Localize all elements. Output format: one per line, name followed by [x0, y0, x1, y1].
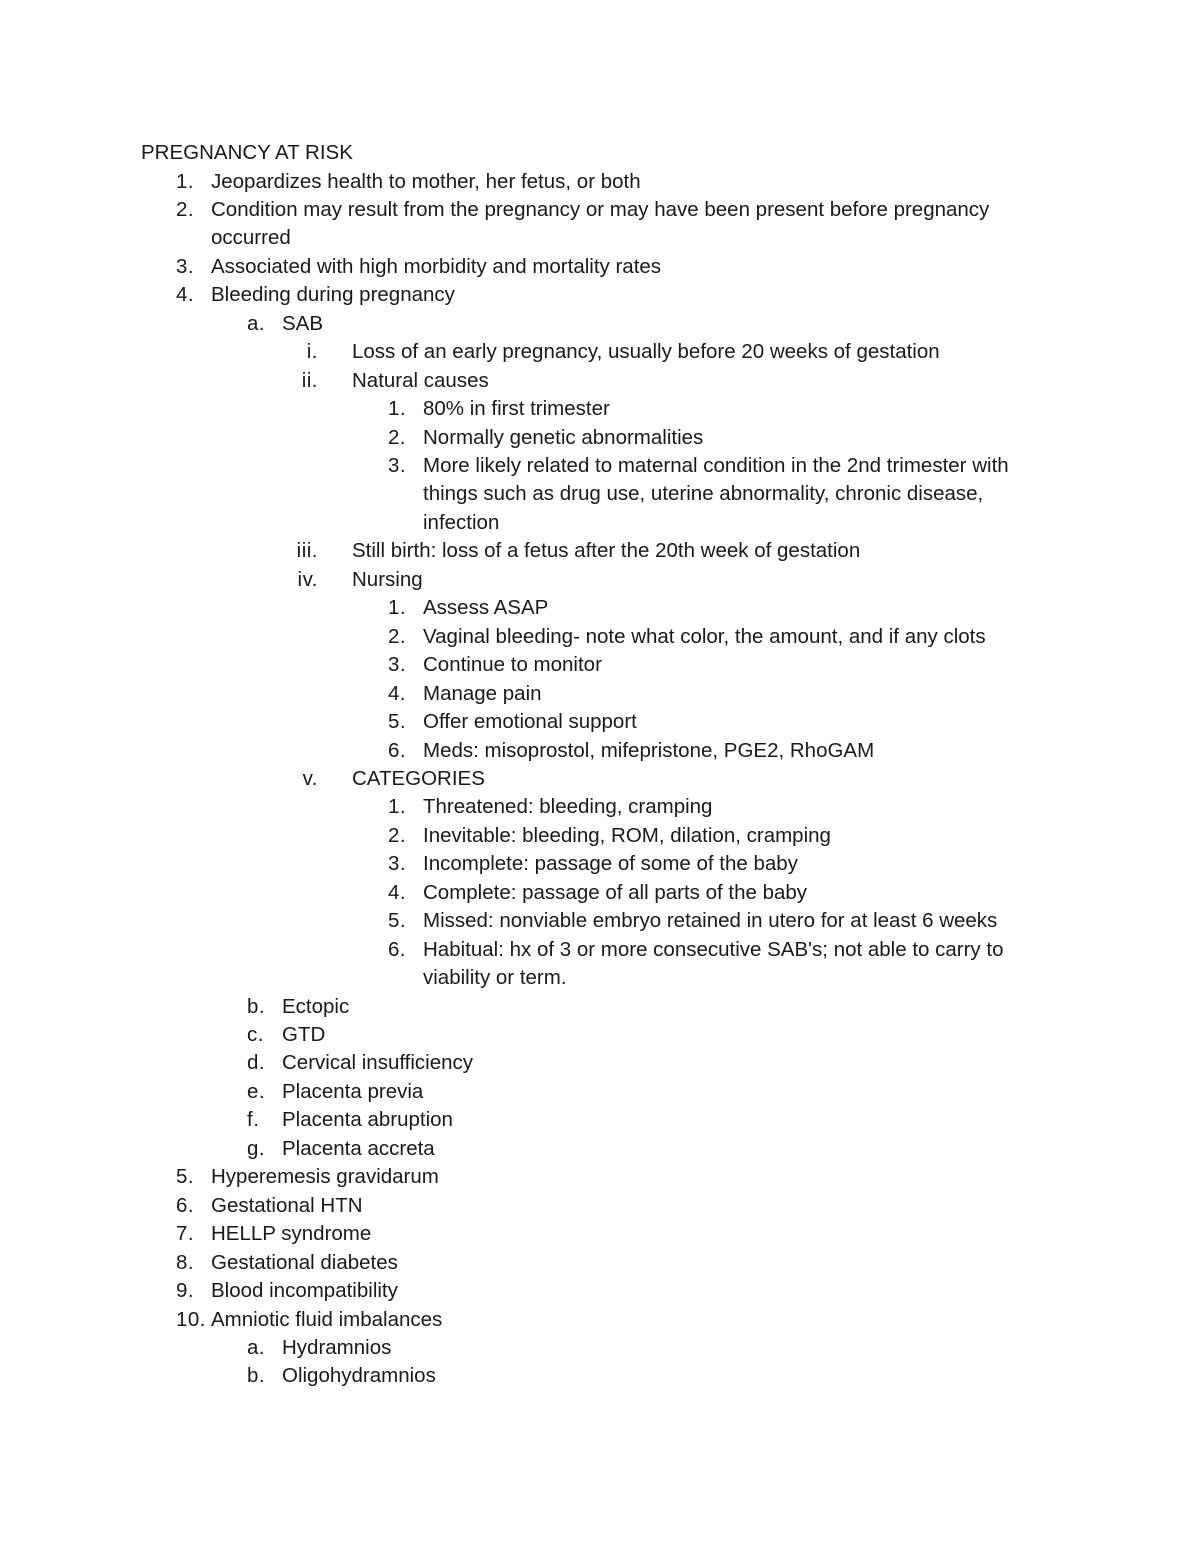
list-item-text: Threatened: bleeding, cramping [423, 795, 713, 819]
outline-line [0, 1163, 1200, 1192]
outline-line [0, 281, 1200, 310]
list-item-text: Oligohydramnios [282, 1364, 436, 1388]
list-marker: 8. [176, 1250, 195, 1274]
outline-line [0, 253, 1200, 282]
outline-line [0, 1049, 1200, 1078]
list-marker: 1. [388, 596, 407, 620]
list-item-text: Amniotic fluid imbalances [211, 1307, 443, 1331]
list-item-text: Ectopic [282, 994, 350, 1018]
outline-line [0, 850, 1200, 879]
list-marker: b. [247, 1364, 266, 1388]
outline-line [0, 509, 1200, 538]
list-item-text: CATEGORIES [352, 766, 485, 790]
outline-line [0, 907, 1200, 936]
outline-line [0, 1277, 1200, 1306]
list-item-text: Placenta abruption [282, 1108, 453, 1132]
document-title: PREGNANCY AT RISK [141, 141, 353, 164]
outline-line [0, 822, 1200, 851]
list-item-text: Offer emotional support [423, 710, 637, 733]
list-marker: 3. [388, 653, 407, 677]
list-item-text: viability or term. [423, 966, 567, 990]
list-item-text: SAB [282, 311, 324, 335]
outline-line [0, 737, 1200, 766]
list-marker: 2. [388, 823, 407, 847]
list-marker: i. [306, 340, 318, 364]
list-marker: g. [247, 1136, 266, 1160]
outline-line [0, 1362, 1200, 1391]
list-marker: 5. [388, 710, 407, 733]
list-item-text: More likely related to maternal condition in the 2nd trimester with [423, 454, 1009, 477]
list-marker: v. [302, 766, 318, 790]
list-marker: 6. [176, 1193, 195, 1217]
list-marker: 3. [176, 254, 195, 278]
list-item-text: 80% in first trimester [423, 397, 610, 421]
outline-line [0, 708, 1200, 737]
list-marker: d. [247, 1051, 266, 1075]
list-marker: 2. [176, 197, 195, 221]
list-item-text: Jeopardizes health to mother, her fetus, or both [211, 169, 641, 193]
list-item-text: Normally genetic abnormalities [423, 425, 704, 449]
list-item-text: Gestational diabetes [211, 1250, 398, 1274]
list-item-text: Vaginal bleeding- note what color, the amount, and if any clots [423, 624, 986, 648]
outline-line [0, 936, 1200, 965]
list-marker: 6. [388, 738, 407, 762]
list-marker: iv. [297, 567, 318, 591]
list-marker: 4. [388, 880, 407, 904]
list-marker: 3. [388, 852, 407, 876]
list-marker: a. [247, 311, 266, 335]
list-marker: 6. [388, 937, 407, 961]
list-item-text: Hyperemesis gravidarum [211, 1165, 439, 1189]
outline-line [0, 1192, 1200, 1221]
list-item-text: Blood incompatibility [211, 1279, 398, 1302]
outline-line [0, 993, 1200, 1022]
list-marker: ii. [301, 368, 318, 392]
outline-line [0, 1306, 1200, 1335]
list-item-text: things such as drug use, uterine abnormality, chronic disease, [423, 482, 984, 506]
outline-line [0, 651, 1200, 680]
list-marker: 1. [176, 169, 195, 193]
outline-line [0, 879, 1200, 908]
list-marker: 7. [176, 1222, 195, 1246]
list-marker: 5. [388, 909, 407, 933]
list-item-text: Hydramnios [282, 1336, 392, 1359]
list-item-text: Loss of an early pregnancy, usually before 20 weeks of gestation [352, 340, 940, 364]
outline-line [0, 680, 1200, 709]
outline-line [0, 424, 1200, 453]
list-item-text: Gestational HTN [211, 1193, 363, 1217]
list-item-text: HELLP syndrome [211, 1222, 372, 1246]
list-marker: 3. [388, 454, 407, 477]
list-item-text: Bleeding during pregnancy [211, 283, 455, 307]
list-marker: 1. [388, 795, 407, 819]
outline-line [0, 367, 1200, 396]
outline-line [0, 793, 1200, 822]
list-item-text: Natural causes [352, 368, 489, 392]
outline-line [0, 310, 1200, 339]
list-item-text: GTD [282, 1023, 326, 1046]
list-marker: c. [247, 1023, 264, 1046]
list-marker: 9. [176, 1279, 195, 1302]
list-item-text: occurred [211, 226, 291, 250]
list-item-text: Meds: misoprostol, mifepristone, PGE2, RhoGAM [423, 738, 875, 762]
list-marker: 5. [176, 1165, 195, 1189]
outline-line [0, 594, 1200, 623]
document-title-line [0, 139, 1200, 168]
list-item-text: Condition may result from the pregnancy or may have been present before pregnancy [211, 197, 990, 221]
outline-line [0, 196, 1200, 225]
list-item-text: Incomplete: passage of some of the baby [423, 852, 798, 876]
list-item-text: Associated with high morbidity and mortality rates [211, 254, 662, 278]
outline-line [0, 452, 1200, 481]
list-marker: 2. [388, 425, 407, 449]
outline-line [0, 168, 1200, 197]
list-marker: 10. [176, 1307, 206, 1331]
list-item-text: Manage pain [423, 681, 542, 705]
outline-line [0, 623, 1200, 652]
outline-line [0, 338, 1200, 367]
list-marker: 1. [388, 397, 407, 421]
list-marker: b. [247, 994, 266, 1018]
list-marker: f. [247, 1108, 260, 1132]
list-item-text: Still birth: loss of a fetus after the 20th week of gestation [352, 539, 861, 563]
list-marker: a. [247, 1336, 266, 1359]
list-item-text: Habitual: hx of 3 or more consecutive SAB's; not able to carry to [423, 937, 1004, 961]
outline-line [0, 566, 1200, 595]
list-item-text: infection [423, 510, 500, 534]
outline-line [0, 537, 1200, 566]
list-item-text: Continue to monitor [423, 653, 602, 677]
outline-line [0, 1021, 1200, 1050]
list-item-text: Placenta previa [282, 1079, 424, 1103]
outline-line [0, 1135, 1200, 1164]
outline-line [0, 480, 1200, 509]
outline-line [0, 964, 1200, 993]
list-marker: 2. [388, 624, 407, 648]
list-item-text: Cervical insufficiency [282, 1051, 474, 1075]
outline-line [0, 224, 1200, 253]
list-marker: e. [247, 1079, 266, 1103]
list-item-text: Complete: passage of all parts of the baby [423, 880, 808, 904]
list-item-text: Missed: nonviable embryo retained in utero for at least 6 weeks [423, 909, 998, 933]
outline-line [0, 765, 1200, 794]
list-item-text: Placenta accreta [282, 1136, 435, 1160]
list-marker: iii. [296, 539, 318, 563]
outline-line [0, 1078, 1200, 1107]
list-item-text: Inevitable: bleeding, ROM, dilation, cramping [423, 823, 831, 847]
list-marker: 4. [176, 283, 195, 307]
outline-line [0, 1334, 1200, 1363]
list-item-text: Nursing [352, 567, 423, 591]
outline-line [0, 395, 1200, 424]
outline-line [0, 1220, 1200, 1249]
outline-line [0, 1249, 1200, 1278]
list-marker: 4. [388, 681, 407, 705]
outline-line [0, 1106, 1200, 1135]
list-item-text: Assess ASAP [423, 596, 549, 620]
